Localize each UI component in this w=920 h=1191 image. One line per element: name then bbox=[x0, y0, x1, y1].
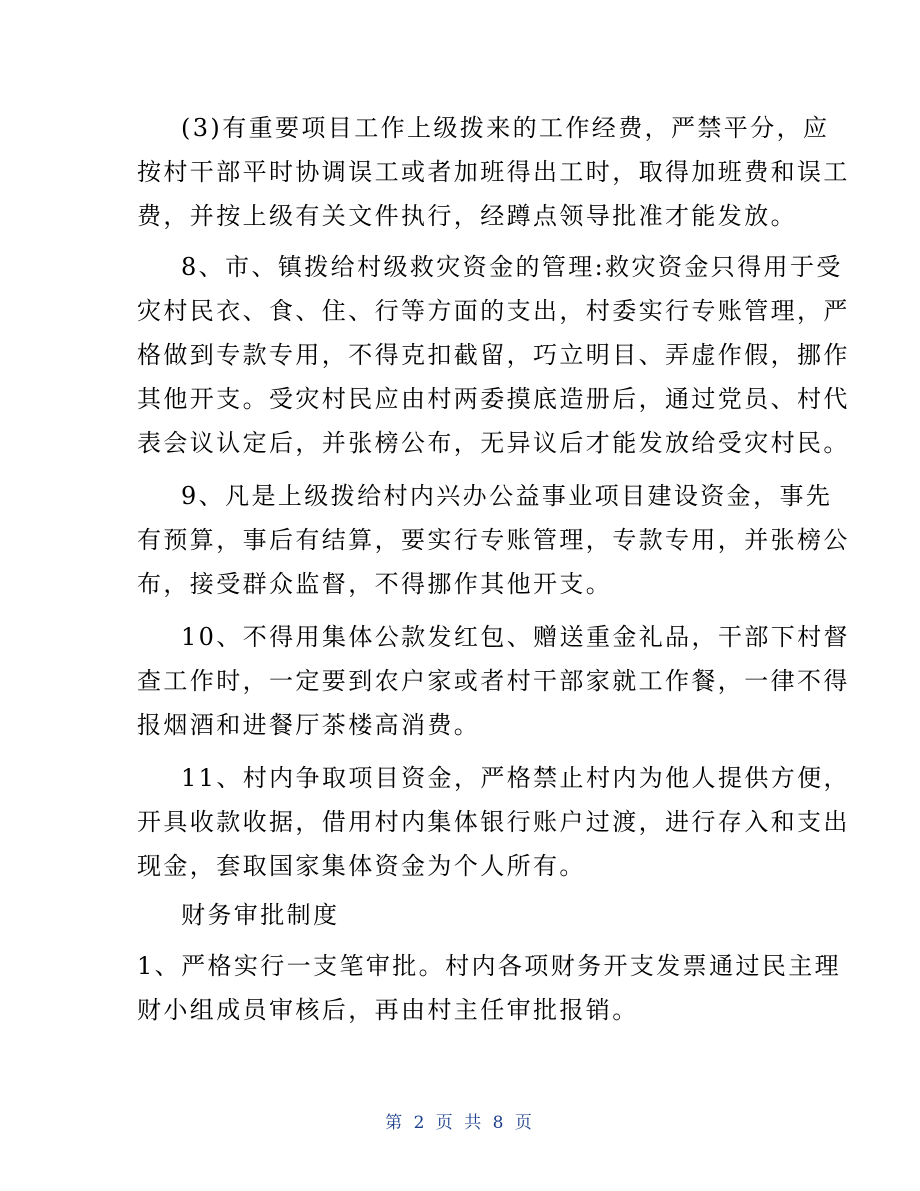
paragraph-10-line-2: 查工作时，一定要到农户家或者村干部家就工作餐，一律不得 bbox=[137, 667, 850, 695]
paragraph-8-line-1: 8、市、镇拨给村级救灾资金的管理:救灾资金只得用于受 bbox=[181, 253, 843, 281]
page-number-footer: 第 2 页 共 8 页 bbox=[385, 1113, 535, 1133]
paragraph-11-line-1: 11、村内争取项目资金，严格禁止村内为他人提供方便， bbox=[181, 764, 850, 792]
paragraph-10-line-3: 报烟酒和进餐厅茶楼高消费。 bbox=[137, 711, 481, 739]
paragraph-11-line-3: 现金，套取国家集体资金为个人所有。 bbox=[137, 852, 586, 880]
paragraph-3-sub-line-2: 按村干部平时协调误工或者加班得出工时，取得加班费和误工 bbox=[137, 158, 850, 186]
approval-item-1-line-1: 1、严格实行一支笔审批。村内各项财务开支发票通过民主理 bbox=[137, 952, 842, 980]
paragraph-8-line-4: 其他开支。受灾村民应由村两委摸底造册后，通过党员、村代 bbox=[137, 385, 850, 413]
paragraph-8-line-5: 表会议认定后，并张榜公布，无异议后才能发放给受灾村民。 bbox=[137, 429, 850, 457]
paragraph-8-line-2: 灾村民衣、食、住、行等方面的支出，村委实行专账管理，严 bbox=[137, 297, 850, 325]
section-heading: 财务审批制度 bbox=[181, 901, 340, 929]
paragraph-10-line-1: 10、不得用集体公款发红包、赠送重金礼品，干部下村督 bbox=[181, 623, 850, 651]
paragraph-9-line-3: 布，接受群众监督，不得挪作其他开支。 bbox=[137, 570, 613, 598]
paragraph-3-sub-line-3: 费，并按上级有关文件执行，经蹲点领导批准才能发放。 bbox=[137, 202, 797, 230]
approval-item-1-line-2: 财小组成员审核后，再由村主任审批报销。 bbox=[137, 996, 639, 1024]
paragraph-9-line-2: 有预算，事后有结算，要实行专账管理，专款专用，并张榜公 bbox=[137, 526, 850, 554]
paragraph-11-line-2: 开具收款收据，借用村内集体银行账户过渡，进行存入和支出 bbox=[137, 808, 850, 836]
paragraph-8-line-3: 格做到专款专用，不得克扣截留，巧立明目、弄虚作假，挪作 bbox=[137, 341, 850, 369]
paragraph-3-sub-line-1: (3)有重要项目工作上级拨来的工作经费，严禁平分，应 bbox=[181, 114, 830, 142]
paragraph-9-line-1: 9、凡是上级拨给村内兴办公益事业项目建设资金，事先 bbox=[181, 482, 833, 510]
